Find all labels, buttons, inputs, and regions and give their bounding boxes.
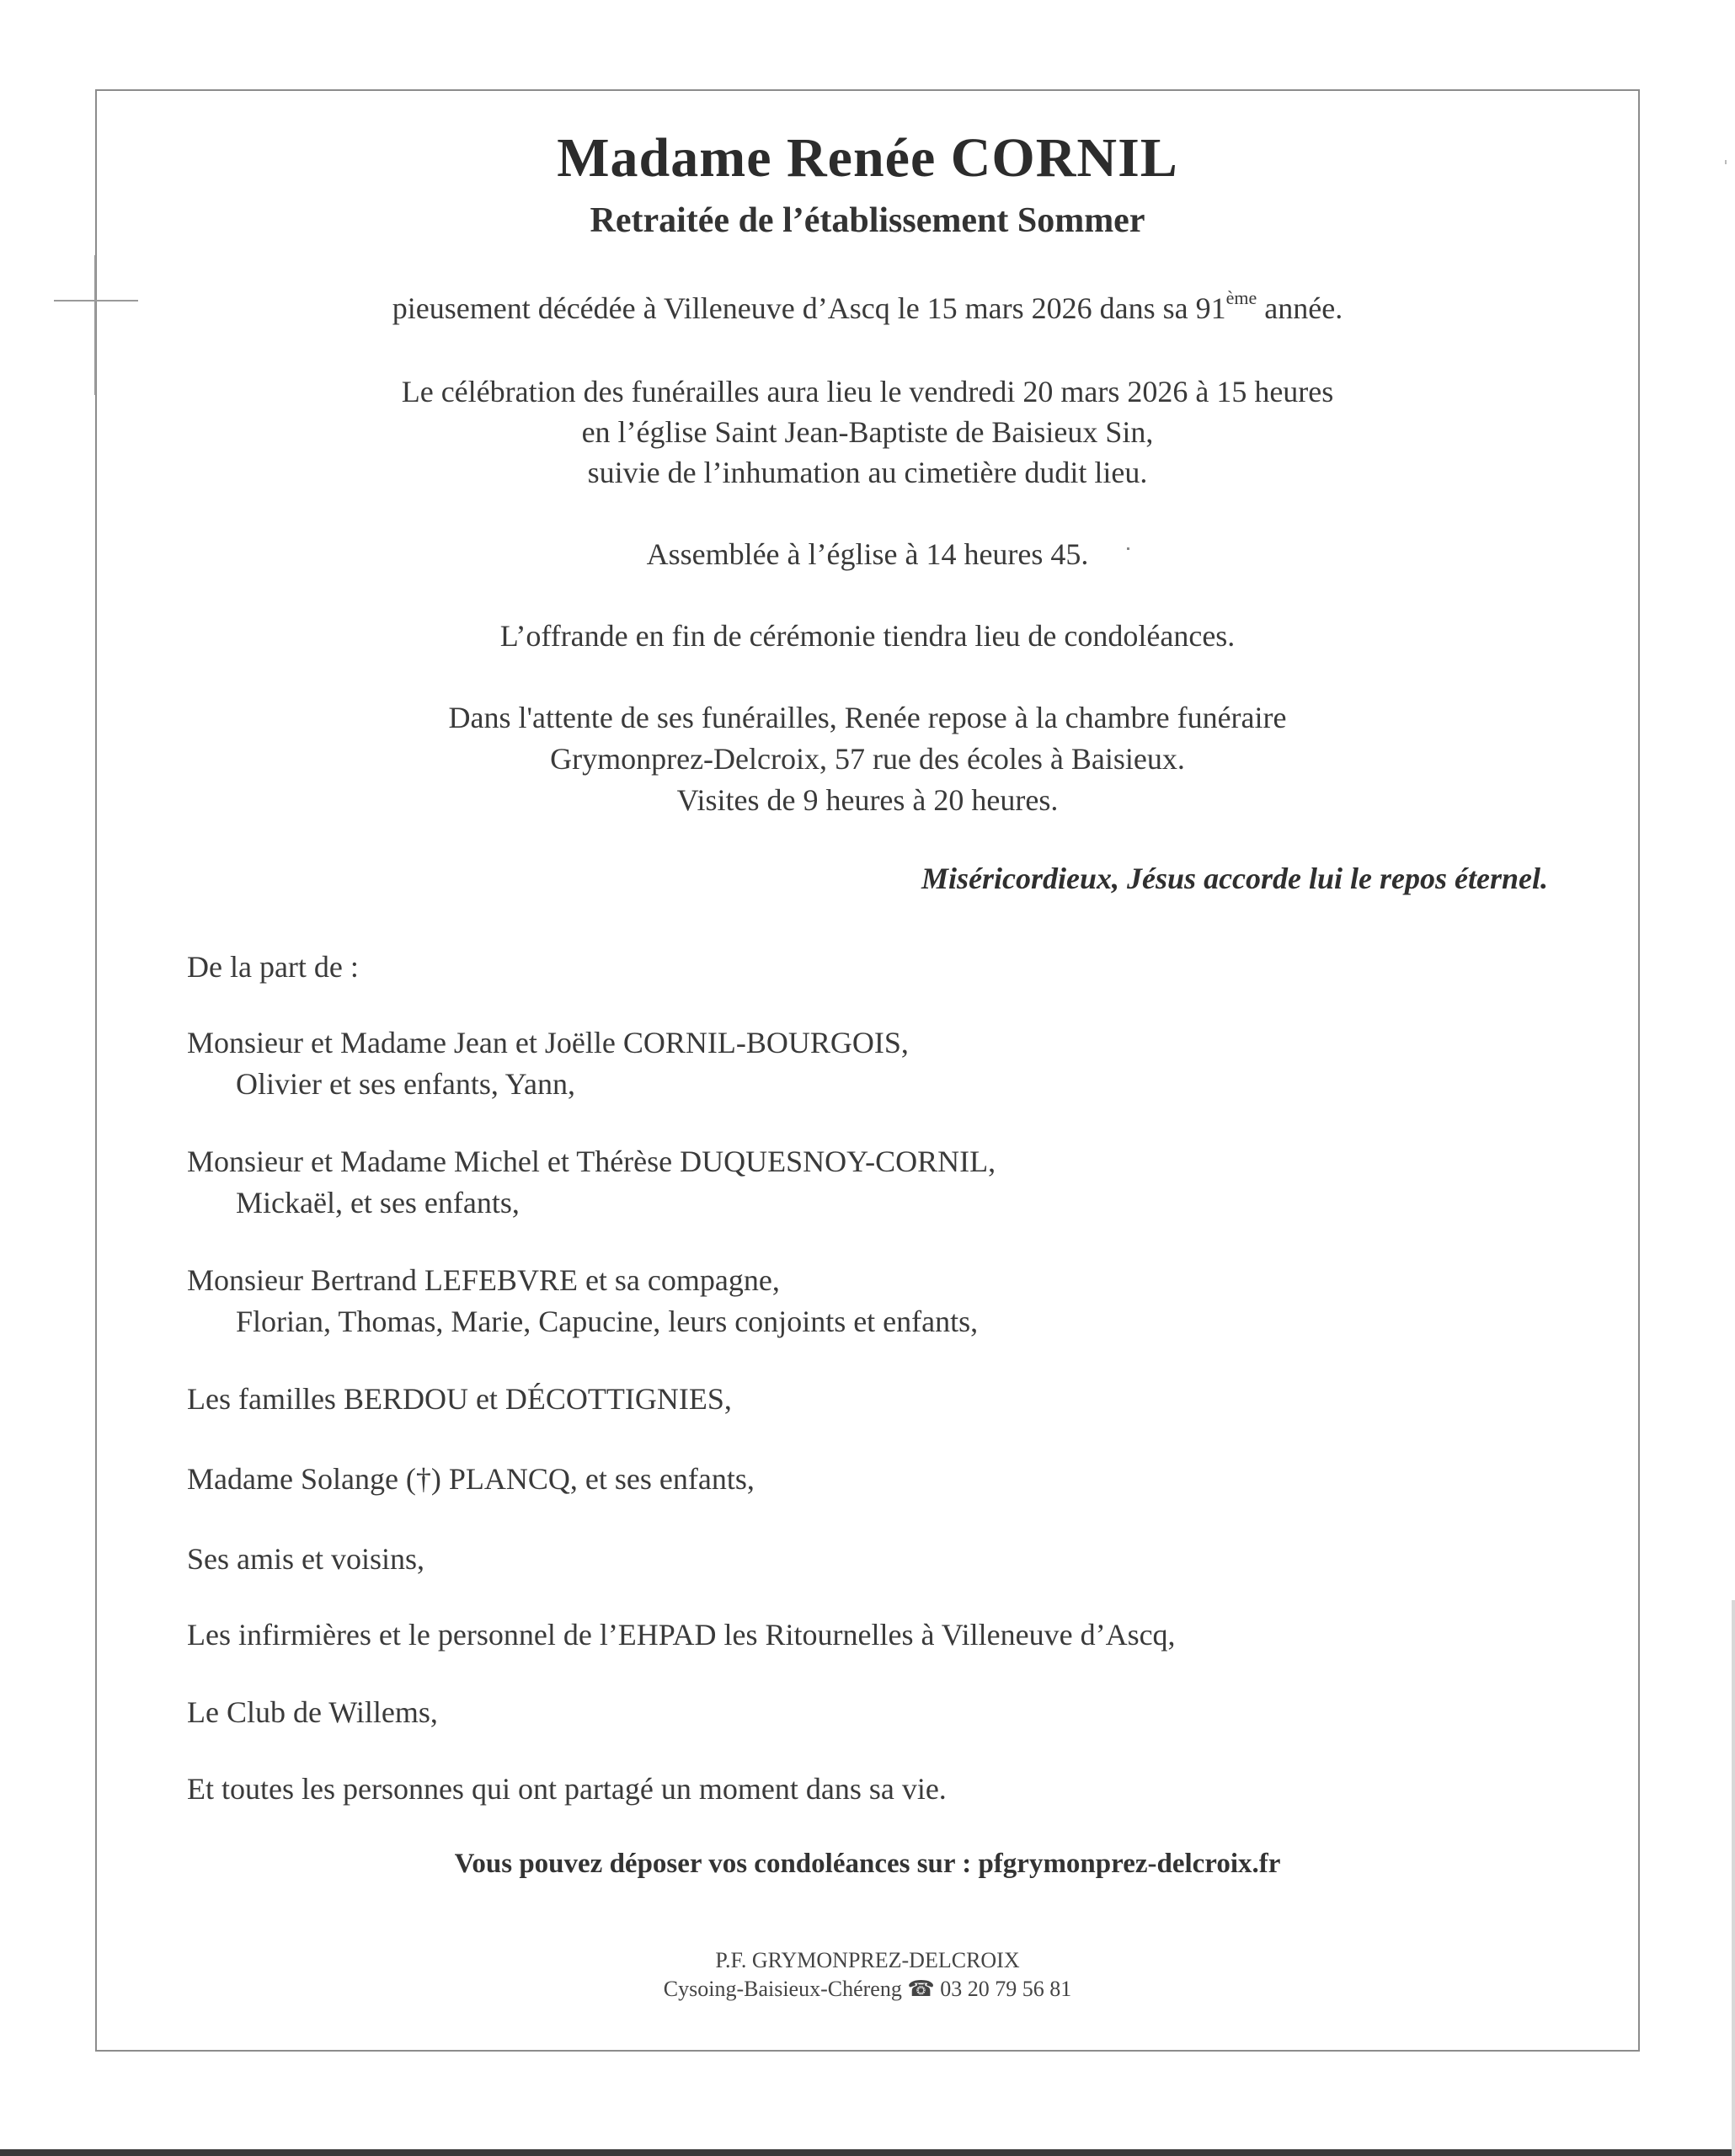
assembly-line: Assemblée à l’église à 14 heures 45. — [646, 537, 1089, 571]
rest-line: Dans l'attente de ses funérailles, Renée repose à la chambre funéraire — [448, 701, 1287, 734]
funeral-home-locations: Cysoing-Baisieux-Chéreng — [663, 1977, 902, 2001]
family-entry: Monsieur et Madame Jean et Joëlle CORNIL-BOURGOIS, — [187, 1026, 909, 1059]
offering-line: L’offrande en fin de cérémonie tiendra lieu de condoléances. — [499, 619, 1236, 653]
family-entry-sub: Olivier et ses enfants, Yann, — [236, 1067, 575, 1101]
funeral-home-contact — [0, 1977, 1735, 2002]
rest-line: Visites de 9 heures à 20 heures. — [676, 783, 1059, 817]
family-entry-sub: Mickaël, et ses enfants, — [236, 1186, 520, 1219]
family-entry-sub: Florian, Thomas, Marie, Capucine, leurs conjoints et enfants, — [236, 1305, 979, 1338]
funeral-home-name: P.F. GRYMONPREZ-DELCROIX — [715, 1948, 1020, 1972]
condolences-line: Vous pouvez déposer vos condoléances sur : pfgrymonprez-delcroix.fr — [454, 1849, 1281, 1879]
funeral-home-phone: 03 20 79 56 81 — [940, 1977, 1072, 2001]
family-entry: Les familles BERDOU et DÉCOTTIGNIES, — [187, 1382, 732, 1416]
family-entry: Monsieur et Madame Michel et Thérèse DUQUESNOY-CORNIL, — [187, 1145, 996, 1178]
deceased-role: Retraitée de l’établissement Sommer — [590, 201, 1145, 240]
ceremony-line: Le célébration des funérailles aura lieu le vendredi 20 mars 2026 à 15 heures — [401, 375, 1334, 408]
family-entry: Les infirmières et le personnel de l’EHPAD les Ritournelles à Villeneuve d’Ascq, — [187, 1618, 1176, 1652]
family-entry: Ses amis et voisins, — [187, 1542, 425, 1576]
ceremony-line: suivie de l’inhumation au cimetière dudit lieu. — [587, 456, 1148, 489]
family-entry: Monsieur Bertrand LEFEBVRE et sa compagne, — [187, 1263, 780, 1297]
family-entry: Et toutes les personnes qui ont partagé un moment dans sa vie. — [187, 1772, 947, 1806]
rest-line: Grymonprez-Delcroix, 57 rue des écoles à Baisieux. — [550, 742, 1185, 776]
scan-edge-bottom — [0, 2149, 1735, 2156]
family-intro: De la part de : — [187, 950, 359, 984]
family-entry: Le Club de Willems, — [187, 1695, 438, 1729]
death-text-end: année. — [1257, 291, 1343, 325]
deceased-name: Madame Renée CORNIL — [557, 127, 1178, 189]
ordinal-suffix: ème — [1225, 287, 1257, 308]
death-text: pieusement décédée à Villeneuve d’Ascq le 15 mars 2026 dans sa 91 — [392, 291, 1226, 325]
ceremony-line: en l’église Saint Jean-Baptiste de Baisieux Sin, — [581, 415, 1154, 449]
prayer-line: Miséricordieux, Jésus accorde lui le repos éternel. — [921, 862, 1548, 895]
family-entry: Madame Solange (†) PLANCQ, et ses enfants, — [187, 1462, 755, 1496]
death-line — [0, 287, 1735, 326]
phone-icon: ☎ — [907, 1977, 935, 2001]
